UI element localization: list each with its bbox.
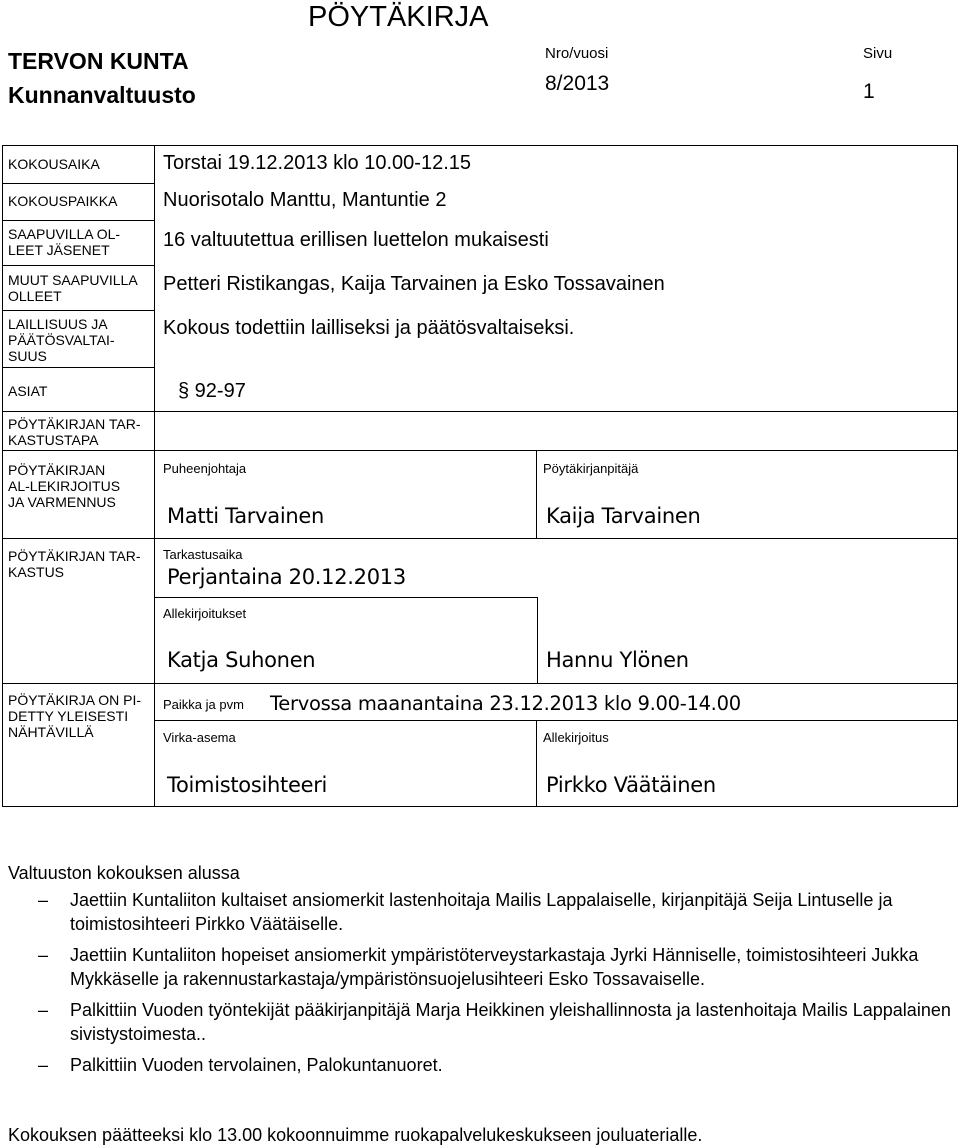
secretary-label: Pöytäkirjanpitäjä [543,461,639,476]
notes-heading: Valtuuston kokouksen alussa [8,863,240,883]
office-label: Virka-asema [163,730,236,745]
review-method-label: PÖYTÄKIRJAN TAR-KASTUSTAPA [8,416,141,448]
list-item [8,1053,953,1077]
list-item-text: Jaettiin Kuntaliiton kultaiset ansiomerkit lastenhoitaja Mailis Lappalaiselle, kirjanpitäjä Seija Lintuselle ja toimistosihteeri Pirkko Väätäiselle. [70,890,893,934]
meeting-place-label: KOKOUSPAIKKA [8,193,118,209]
review-label: PÖYTÄKIRJAN TAR-KASTUS [8,548,141,580]
members-present-value: 16 valtuutettua erillisen luettelon mukaisesti [163,229,549,251]
review-time-value: Perjantaina 20.12.2013 [167,565,406,589]
others-present-label: MUUT SAAPUVILLA OLLEET [8,272,137,304]
place-date-value: Tervossa maanantaina 23.12.2013 klo 9.00-14.00 [270,692,741,715]
closing-text: Kokouksen päätteeksi klo 13.00 kokoonnuimme ruokapalvelukeskukseen jouluaterialle. [8,1125,703,1145]
bullet-dash: – [38,945,49,965]
number-year-label: Nro/vuosi [545,45,609,62]
council-name: Kunnanvaltuusto [8,82,196,108]
members-present-label: SAAPUVILLA OL-LEET JÄSENET [8,226,121,258]
signing-label: PÖYTÄKIRJAN AL-LEKIRJOITUS JA VARMENNUS [8,462,121,510]
chair-label: Puheenjohtaja [163,461,247,476]
list-item-text: Palkittiin Vuoden työntekijät pääkirjanpitäjä Marja Heikkinen yleishallinnosta ja lastenhoitaja Mailis Lappalainen sivistystoimesta.. [70,1000,951,1044]
signatures-label: Allekirjoitukset [163,606,247,621]
chair-name: Matti Tarvainen [167,504,324,528]
reviewer-1-name: Katja Suhonen [167,648,316,672]
list-item [8,888,953,936]
review-time-label: Tarkastusaika [163,547,243,562]
public-display-label: PÖYTÄKIRJA ON PI-DETTY YLEISESTI NÄHTÄVILLÄ [8,692,142,740]
municipality-name: TERVON KUNTA [8,48,189,74]
secretary-name: Kaija Tarvainen [546,504,701,528]
meeting-time-label: KOKOUSAIKA [8,156,100,172]
document-title: PÖYTÄKIRJA [308,1,489,33]
signature-value: Pirkko Väätäinen [546,773,716,797]
page-number: 1 [863,80,875,103]
bullet-dash: – [38,1055,49,1075]
bullet-dash: – [38,890,49,910]
bullet-dash: – [38,1000,49,1020]
legality-value: Kokous todettiin lailliseksi ja päätösvaltaiseksi. [163,317,575,339]
page-label: Sivu [863,45,893,62]
items-value: § 92-97 [178,380,246,402]
office-value: Toimistosihteeri [167,773,328,797]
list-item-text: Palkittiin Vuoden tervolainen, Palokuntanuoret. [70,1055,443,1075]
list-item [8,998,953,1046]
signature-label: Allekirjoitus [543,730,609,745]
notes-list [8,888,953,1084]
list-item [8,943,953,991]
place-date-label: Paikka ja pvm [163,697,244,712]
reviewer-2-name: Hannu Ylönen [546,648,689,672]
items-label: ASIAT [8,383,48,399]
list-item-text: Jaettiin Kuntaliiton hopeiset ansiomerkit ympäristöterveystarkastaja Jyrki Hänniselle, toimistosihteeri Jukka Mykkäselle ja rakennustarkastaja/ympäristönsuojelusihteeri Esko Tossavaiselle. [70,945,919,989]
others-present-value: Petteri Ristikangas, Kaija Tarvainen ja Esko Tossavainen [163,273,665,295]
meeting-place-value: Nuorisotalo Manttu, Mantuntie 2 [163,189,447,211]
legality-label: LAILLISUUS JA PÄÄTÖSVALTAI-SUUS [8,316,115,364]
meeting-time-value: Torstai 19.12.2013 klo 10.00-12.15 [163,152,471,174]
number-year-value: 8/2013 [545,72,610,95]
